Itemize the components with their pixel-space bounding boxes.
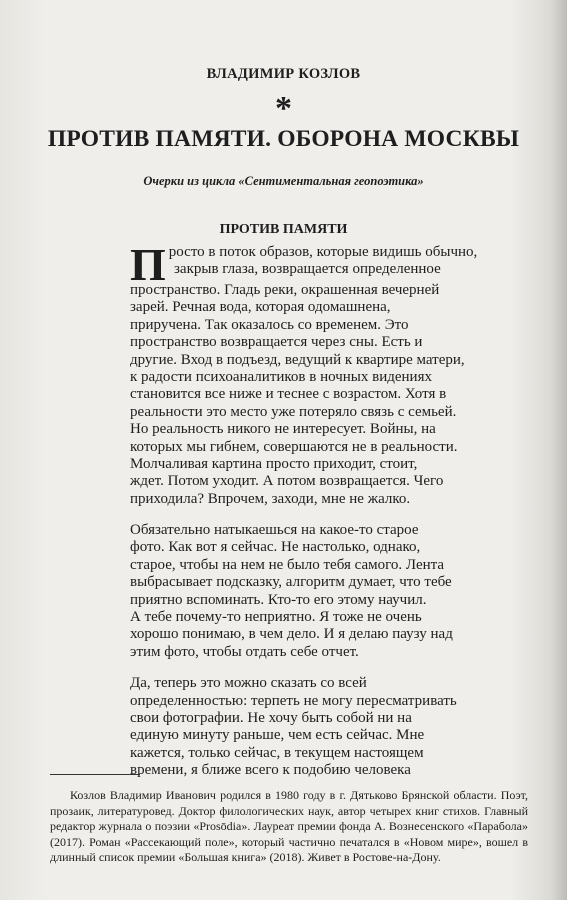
text-line: старое, чтобы на нем не было тебя самого. Лента (130, 556, 445, 573)
article-title: ПРОТИВ ПАМЯТИ. ОБОРОНА МОСКВЫ (47, 126, 520, 152)
footnote-rule (50, 774, 140, 775)
text-line: Молчаливая картина просто приходит, стоит, (130, 455, 418, 472)
paragraph-3 (130, 675, 510, 779)
author-name: ВЛАДИМИР КОЗЛОВ (206, 66, 361, 82)
text-line: пространство возвращается через сны. Есть и (130, 334, 423, 351)
text-line: фото. Как вот я сейчас. Не настолько, однако, (130, 539, 421, 556)
paragraph-1 (130, 239, 510, 508)
paragraph-2 (130, 522, 510, 661)
text-line: которых мы гибнем, совершаются не в реальности. (130, 438, 458, 455)
text-line: другие. Вход в подъезд, ведущий к квартире матери, (130, 351, 465, 368)
text-line: приходила? Впрочем, заходи, мне не жалко. (130, 490, 411, 507)
asterisk-divider: * (275, 90, 292, 127)
section-title: ПРОТИВ ПАМЯТИ (219, 222, 348, 237)
text-line: свои фотографии. Не хочу быть собой ни на (130, 709, 412, 726)
text-line: росто в поток образов, которые видишь обычно, (168, 244, 478, 260)
footnote (50, 788, 528, 866)
drop-cap: П (130, 239, 165, 290)
text-line: Да, теперь это можно сказать со всей (130, 675, 367, 692)
text-line: закрыв глаза, возвращается определенное (174, 261, 441, 278)
text-line: становится все ниже и теснее с возрастом. Хотя в (130, 386, 447, 403)
text-line: хорошо понимаю, в чем дело. И я делаю паузу над (130, 626, 453, 643)
text-line: единую минуту раньше, чем есть сейчас. Мне (130, 727, 425, 744)
text-line: приятно вспоминать. Кто-то его этому научил. (130, 591, 427, 608)
text-line: Обязательно натыкаешься на какое-то старое (130, 522, 419, 539)
text-line: выбрасывает подсказку, алгоритм думает, что тебе (130, 574, 452, 591)
article-body (130, 239, 510, 780)
footnote-text: Козлов Владимир Иванович родился в 1980 году в г. Дятьково Брянской области. Поэт, прозаик, литературовед. Доктор филологических наук, автор четырех книг стихов. Главный редактор журнала о поэзии «Prosōdia». Лауреат премии фонда А. Вознесенского «Парабола» (2017). Роман «Рассекающий поле», который частично печатался в «Новом мире», вошел в длинный список премии «Большая книга» (2018). Живет в Ростове-на-Дону. (50, 788, 528, 864)
text-line: определенностью: терпеть не могу пересматривать (130, 692, 457, 709)
text-line: зарей. Речная вода, которая одомашнена, (130, 299, 391, 316)
text-line: времени, я ближе всего к подобию человека (130, 762, 411, 779)
text-line: кажется, только сейчас, в текущем настоящем (130, 744, 424, 761)
article-subtitle: Очерки из цикла «Сентиментальная геопоэтика» (143, 174, 424, 188)
text-line: А тебе почему-то неприятно. Я тоже не очень (130, 609, 422, 626)
text-line: к радости психоаналитиков в ночных видениях (130, 368, 432, 385)
text-line: Но реальность никого не интересует. Войны, на (130, 421, 436, 438)
text-line: этим фото, чтобы отдать себе отчет. (130, 643, 359, 660)
text-line: приручена. Так оказалось со временем. Это (130, 316, 409, 333)
text-line: реальности это место уже потеряло связь с семьей. (130, 403, 457, 420)
text-line: ждет. Потом уходит. А потом возвращается. Чего (130, 473, 444, 490)
text-line: пространство. Гладь реки, окрашенная вечерней (130, 282, 440, 298)
